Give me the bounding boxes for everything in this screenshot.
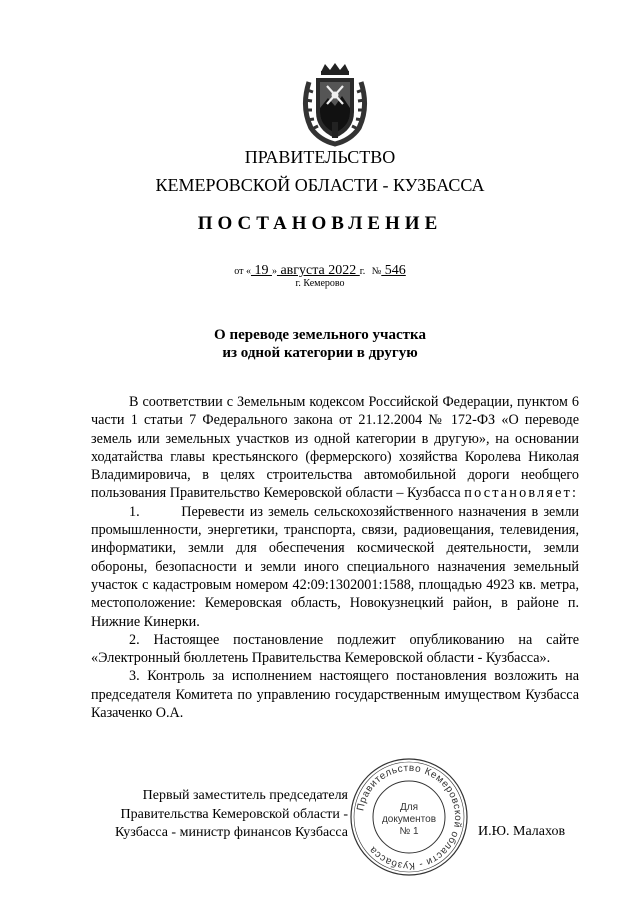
- date-day-close: »: [271, 266, 277, 277]
- organization-name: ПРАВИТЕЛЬСТВО: [244, 147, 396, 167]
- item-1-paragraph: [91, 503, 579, 631]
- official-stamp: [347, 755, 471, 879]
- date-year-suffix: г.: [359, 266, 366, 277]
- signatory-title-line-2: Правительства Кемеровской области -: [120, 806, 348, 822]
- document-body: [91, 393, 579, 722]
- document-number: 546: [381, 263, 406, 278]
- number-label: №: [371, 266, 382, 277]
- signatory-title-line-3: Кузбасса - министр финансов Кузбасса: [114, 825, 348, 840]
- date-day: 19: [250, 263, 272, 278]
- item-3-paragraph: 3. Контроль за исполнением настоящего постановления возложить на председателя Комитета по управлению государственным имуществом Кузбасса Казаченко О.А.: [91, 668, 579, 722]
- subject-line-2: из одной категории в другую: [222, 345, 418, 361]
- document-city: г. Кемерово: [295, 278, 345, 289]
- item-2-paragraph: 2. Настоящее постановление подлежит опубликованию на сайте «Электронный бюллетень Правительства Кемеровской области - Кузбасса».: [91, 631, 579, 667]
- resolves-word: постановляет:: [464, 485, 579, 502]
- signatory-title-line-1: Первый заместитель председателя: [142, 788, 348, 803]
- document-date-number: [0, 262, 640, 279]
- date-month-year: августа 2022: [276, 263, 360, 278]
- signatory-title: [80, 787, 348, 843]
- signatory-name: И.Ю. Малахов: [478, 824, 566, 839]
- intro-text: В соответствии с Земельным кодексом Российской Федерации, пунктом 6 части 1 статьи 7 Федерального закона от 21.12.2004 № 172-ФЗ «О переводе земель или земельных участков из одной категории в другую», на основании ходатайства главы крестьянского (фермерского) хозяйства Королева Николая Владимировича, в целях строительства автомобильной дороги необщего пользования Правительство Кемеровской области – Кузбасса: [91, 394, 579, 502]
- stamp-center-line-2: документов: [381, 814, 437, 825]
- item-1-number: 1.: [129, 503, 140, 520]
- stamp-center-line-1: Для: [399, 802, 419, 813]
- document-type-title: ПОСТАНОВЛЕНИЕ: [197, 213, 443, 234]
- subject-line-1: О переводе земельного участка: [214, 327, 426, 343]
- intro-paragraph: [91, 393, 579, 503]
- coat-of-arms-icon: [299, 62, 371, 148]
- stamp-center-line-3: № 1: [399, 826, 419, 837]
- organization-region: КЕМЕРОВСКОЙ ОБЛАСТИ - КУЗБАССА: [155, 175, 485, 195]
- item-1-text: Перевести из земель сельскохозяйственного назначения в земли промышленности, энергетики, транспорта, связи, радиовещания, телевидения, информатики, земли для обеспечения космической деятельности, земли обороны, безопасности и земли иного специального назначения земельный участок с кадастровым номером 42:09:1302001:1588, площадью 4923 кв. метра, местоположение: Кемеровская область, Новокузнецкий район, в районе п. Нижние Кинерки.: [91, 503, 579, 630]
- date-prefix: от «: [234, 266, 251, 277]
- stamp-ring-text: Правительство Кемеровской области - Кузбасса: [355, 762, 464, 872]
